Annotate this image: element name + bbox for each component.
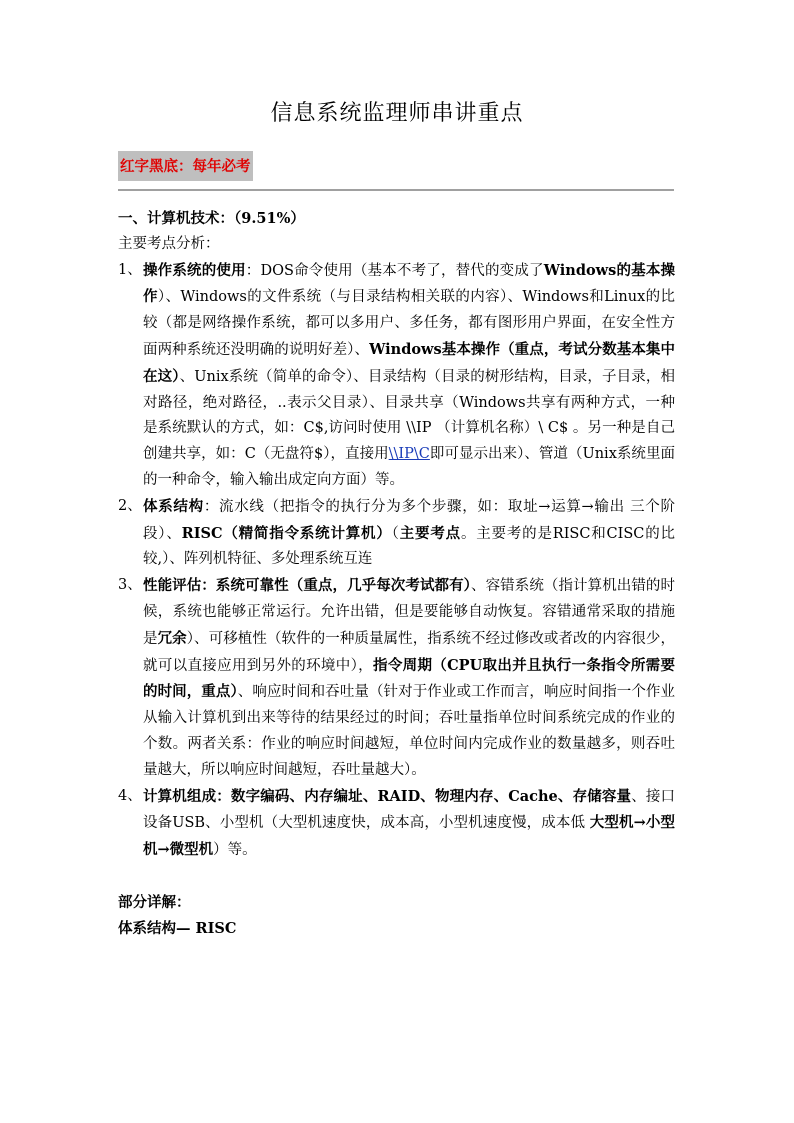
body-text: ：流水线（把指令的执行分为多个步骤，如：取址→运算→输出 三个阶段）、 [143, 498, 676, 542]
list-number: 4、 [118, 787, 142, 804]
bold-text: RISC（精简指令系统计算机） [181, 524, 392, 542]
document-body [118, 206, 676, 941]
bold-text: 计算机组成：数字编码、内存编址、RAID、物理内存、Cache、存储容量 [143, 787, 632, 805]
list-item [118, 573, 676, 783]
body-text: ：DOS命令使用（基本不考了，替代的变成了 [245, 262, 544, 279]
list-number: 2、 [118, 497, 142, 514]
body-text: 。主要考的是RISC和CISC的比较,）、阵列机特征、多处理系统互连 [143, 525, 676, 568]
list-item-text [143, 494, 675, 573]
section-heading: 部分详解： [118, 893, 191, 911]
bold-text: 体系结构 [143, 497, 204, 515]
list-item-text [143, 258, 675, 494]
list-item-text [143, 573, 675, 783]
body-text: ）等。 [213, 842, 257, 859]
list-item [118, 494, 676, 573]
bold-text: Windows的基本操作 [143, 261, 676, 306]
body-text: 、响应时间和吞吐量（针对于作业或工作而言，响应时间指一个作业从输入计算机到出来等待的结果经过的时间；吞吐量指单位时间系统完成的作业的个数。两者关系：作业的响应时间越短，单位时间内完成作业的数量越多，则吞吐量越大，所以响应时间越短，吞吐量越大）。 [143, 684, 676, 778]
horizontal-rule [118, 189, 674, 191]
body-text: ）、Windows的文件系统（与目录结构相关联的内容）、Windows和Linux的比较（都是网络操作系统，都可以多用户、多任务，都有图形用户界面，在安全性方面两种系统还没明确的说明好差）、 [143, 289, 675, 358]
list-item-text [143, 784, 675, 864]
list-number: 3、 [118, 577, 142, 594]
section-subheading: 主要考点分析： [118, 235, 220, 252]
body-text: 、容错系统（指计算机出错的时候，系统也能够正常运行。允许出错，但是要能够自动恢复。容错通常采取的措施是 [143, 578, 676, 647]
section-subheading: 体系结构— RISC [118, 919, 237, 937]
network-path-link[interactable]: \\IP\C [388, 446, 430, 463]
bold-text: 操作系统的使用 [143, 261, 246, 279]
highlight-note: 红字黑底：每年必考 [118, 151, 253, 181]
section-heading: 一、计算机技术：（9.51%） [118, 210, 305, 227]
list-number: 1、 [118, 261, 142, 278]
page-title: 信息系统监理师串讲重点 [270, 101, 524, 126]
spacer [118, 864, 676, 890]
bold-text: 指令周期（CPU取出并且执行一条指令所需要的时间，重点） [143, 656, 675, 701]
bold-text: 冗余 [157, 629, 187, 647]
body-text: 即可显示出来）、管道（Unix系统里面的一种命令，输入输出成定向方面）等。 [143, 446, 675, 488]
body-text: 、接口设备USB、小型机（大型机速度快，成本高，小型机速度慢，成本低 [143, 788, 676, 832]
body-text: ）、可移植性（软件的一种质量属性，指系统不经过修改或者改的内容很少，就可以直接应用到另外的环境中）， [143, 630, 676, 674]
body-text: 、Unix系统（简单的命令）、目录结构（目录的树形结构，目录，子目录，相对路径，绝对路径，..表示父目录）、目录共享（Windows共享有两种方式，一种是系统默认的方式，如：C$,访问时使用 \\IP （计算机名称）\ C$ 。另一种是自己创建共享，如：C（无盘符$），直接用 [143, 368, 676, 463]
bold-text: Windows基本操作（重点，考试分数基本集中在这） [143, 340, 675, 385]
bold-text: 大型机→小型机→微型机 [143, 814, 675, 859]
list-item [118, 784, 676, 864]
bold-text: 主要考点 [399, 524, 461, 542]
list-item [118, 258, 676, 494]
body-text: （ [391, 525, 400, 542]
bold-text: 性能评估：系统可靠性（重点，几乎每次考试都有） [143, 577, 472, 595]
